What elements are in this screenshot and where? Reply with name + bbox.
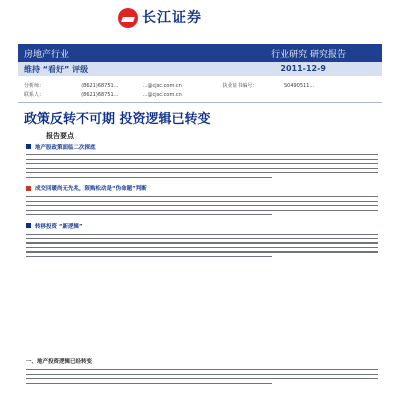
summary-section — [26, 184, 378, 215]
text-line — [26, 205, 378, 206]
summary-heading: 报告要点 — [46, 132, 74, 140]
body-heading: 一、地产投资逻辑已经转变 — [26, 359, 93, 365]
industry-label: 房地产行业 — [24, 50, 70, 60]
text-line — [26, 163, 378, 164]
analyst-cert-label: 执业证书编号： — [222, 83, 258, 89]
section-paragraph — [26, 234, 378, 258]
report-date: 2011-12-9 — [280, 64, 326, 73]
section-heading: 成交回暖尚无先兆，限购松动是“伪命题”判断 — [35, 186, 147, 193]
report-type-label: 行业研究 研究报告 — [271, 50, 346, 60]
text-line — [26, 168, 378, 169]
section-heading-row — [26, 142, 378, 151]
contact-email: ...@cjsc.com.cn — [142, 92, 182, 98]
report-summary — [26, 130, 378, 263]
bullet-icon — [26, 223, 31, 228]
body-paragraph — [26, 369, 378, 384]
analyst-phone: (8621)68751... — [81, 83, 119, 89]
text-line — [26, 238, 378, 239]
text-line — [26, 201, 378, 202]
text-line — [26, 256, 272, 257]
analyst-cert: S0490511... — [283, 83, 315, 89]
contact-row — [24, 91, 221, 99]
text-line — [26, 154, 378, 155]
bullet-icon — [26, 144, 31, 149]
text-line — [26, 383, 272, 384]
section-paragraph — [26, 196, 378, 215]
header-bar — [18, 44, 382, 62]
text-line — [26, 159, 378, 160]
section-heading-row — [26, 184, 378, 193]
company-logo — [118, 8, 202, 28]
bullet-icon — [26, 186, 31, 191]
contact-phone: (8621)68751... — [81, 92, 119, 98]
text-line — [26, 234, 378, 235]
section-heading-row — [26, 221, 378, 230]
rating-bar — [18, 62, 382, 76]
text-line — [26, 214, 272, 215]
section-paragraph — [26, 154, 378, 178]
report-title: 政策反转不可期 投资逻辑已转变 — [24, 112, 211, 127]
section-heading: 转移投资 “新逻辑” — [35, 223, 83, 230]
body-section — [26, 357, 378, 384]
logo-text: 长江证券 — [142, 10, 202, 26]
text-line — [26, 242, 378, 243]
text-line — [26, 378, 378, 379]
analyst-row — [24, 82, 344, 90]
text-line — [26, 172, 378, 173]
summary-section — [26, 142, 378, 178]
contact-role: 联系人： — [24, 92, 45, 98]
analyst-email: ...@cjsc.com.cn — [142, 83, 182, 89]
analyst-role: 分析师： — [24, 83, 45, 89]
text-line — [26, 196, 378, 197]
text-line — [26, 177, 272, 178]
text-line — [26, 369, 378, 370]
rating-label: 维持 “看好” 评级 — [24, 65, 89, 74]
summary-section — [26, 221, 378, 257]
logo-emblem-icon — [118, 8, 138, 28]
section-heading: 地产股政策面临二次探底 — [35, 144, 96, 151]
text-line — [26, 210, 378, 211]
text-line — [26, 247, 378, 248]
text-line — [26, 374, 378, 375]
text-line — [26, 251, 378, 252]
analyst-info — [18, 80, 382, 103]
